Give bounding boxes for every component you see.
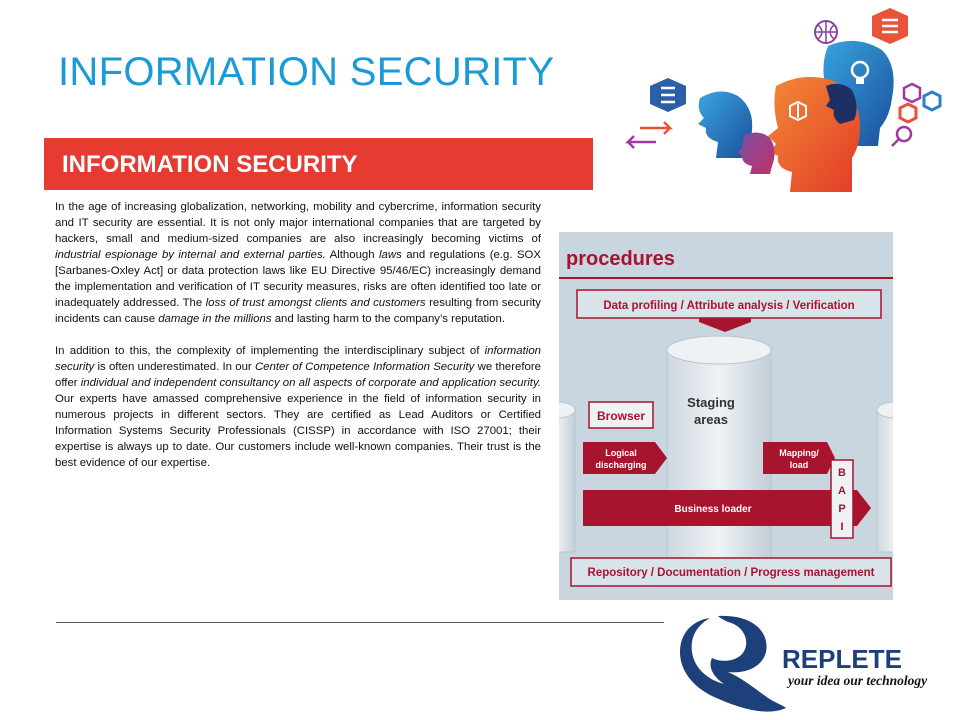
- paragraph-1: [55, 199, 541, 327]
- text-run: we therefore offer: [55, 361, 542, 389]
- emphasized-text: information security: [55, 345, 541, 373]
- emphasized-text: industrial espionage by internal and external parties.: [55, 249, 326, 261]
- bapi-letter-a: A: [838, 485, 846, 497]
- hexagon-icon-3: [900, 104, 916, 122]
- footer-divider: [56, 622, 664, 623]
- paragraph-2: [55, 343, 541, 471]
- emphasized-text: damage in the millions: [158, 313, 272, 325]
- bapi-letter-i: I: [840, 521, 844, 533]
- emphasized-text: individual and independent consultancy on all aspects of corporate and application security.: [80, 377, 541, 389]
- emphasized-text: loss of trust amongst clients and customers: [205, 297, 426, 309]
- mapping-label-1: Mapping/: [779, 448, 819, 458]
- text-run: Although: [325, 249, 380, 261]
- replete-logo: [672, 612, 942, 718]
- mapping-label-2: load: [789, 460, 809, 470]
- text-run: In the age of increasing globalization, networking, mobility and cybercrime, information security and IT security are essential. It is not only major international companies that are targeted by hackers, small and medium-sized companies are also increasingly becoming victims of: [55, 201, 541, 245]
- heads-illustration: [620, 6, 950, 196]
- emphasized-text: Center of Competence Information Security: [254, 361, 475, 373]
- logo-swoosh-icon: [680, 616, 786, 712]
- section-banner: [44, 138, 593, 190]
- top-bar-label: Data profiling / Attribute analysis / Verification: [603, 300, 855, 312]
- hexagon-icon-2: [924, 92, 940, 110]
- logical-label-2: discharging: [595, 460, 647, 470]
- banner-title: INFORMATION SECURITY: [62, 151, 358, 178]
- procedures-diagram: [559, 232, 893, 600]
- bapi-letter-b: B: [838, 467, 846, 479]
- logical-label-1: Logical: [605, 448, 637, 458]
- staging-label-1: Staging: [687, 395, 735, 410]
- hexagon-icon-1: [904, 84, 920, 102]
- business-loader-label: Business loader: [674, 504, 752, 515]
- bapi-letter-p: P: [838, 503, 846, 515]
- staging-label-2: areas: [694, 412, 728, 427]
- diagram-heading: procedures: [566, 248, 675, 270]
- logo-name: REPLETE: [782, 644, 902, 674]
- text-run: is often underestimated. In our: [94, 361, 255, 373]
- text-run: In addition to this, the complexity of implementing the interdisciplinary subject of: [55, 345, 485, 357]
- emphasized-text: laws: [379, 249, 402, 261]
- bottom-bar-label: Repository / Documentation / Progress management: [587, 567, 875, 579]
- text-run: and lasting harm to the company’s reputation.: [271, 313, 505, 325]
- browser-label: Browser: [596, 409, 646, 423]
- logo-tagline: your idea our technology: [788, 673, 928, 688]
- text-run: Our experts have amassed comprehensive experience in the field of information security in numerous projects in different sectors. They are certified as Lead Auditors or Certified Information Systems Security Professionals (CISSP) in accordance with ISO 27001; their expertise is always up to date. Our customers include well-known companies. Their trust is the best evidence of our expertise.: [55, 393, 541, 469]
- body-text: [55, 199, 541, 487]
- magnifier-icon: [897, 127, 911, 141]
- text-run: and regulations (e.g. SOX [Sarbanes-Oxley Act] or data protection laws like EU Directive 95/46/EC) increasingly demand the implementation and verification of IT security measures, risks are often identified too late or inadequately addressed. The: [55, 249, 542, 309]
- text-run: resulting from security incidents can cause: [55, 297, 541, 325]
- page-title: INFORMATION SECURITY: [58, 50, 555, 94]
- arrows-icon: [628, 122, 670, 148]
